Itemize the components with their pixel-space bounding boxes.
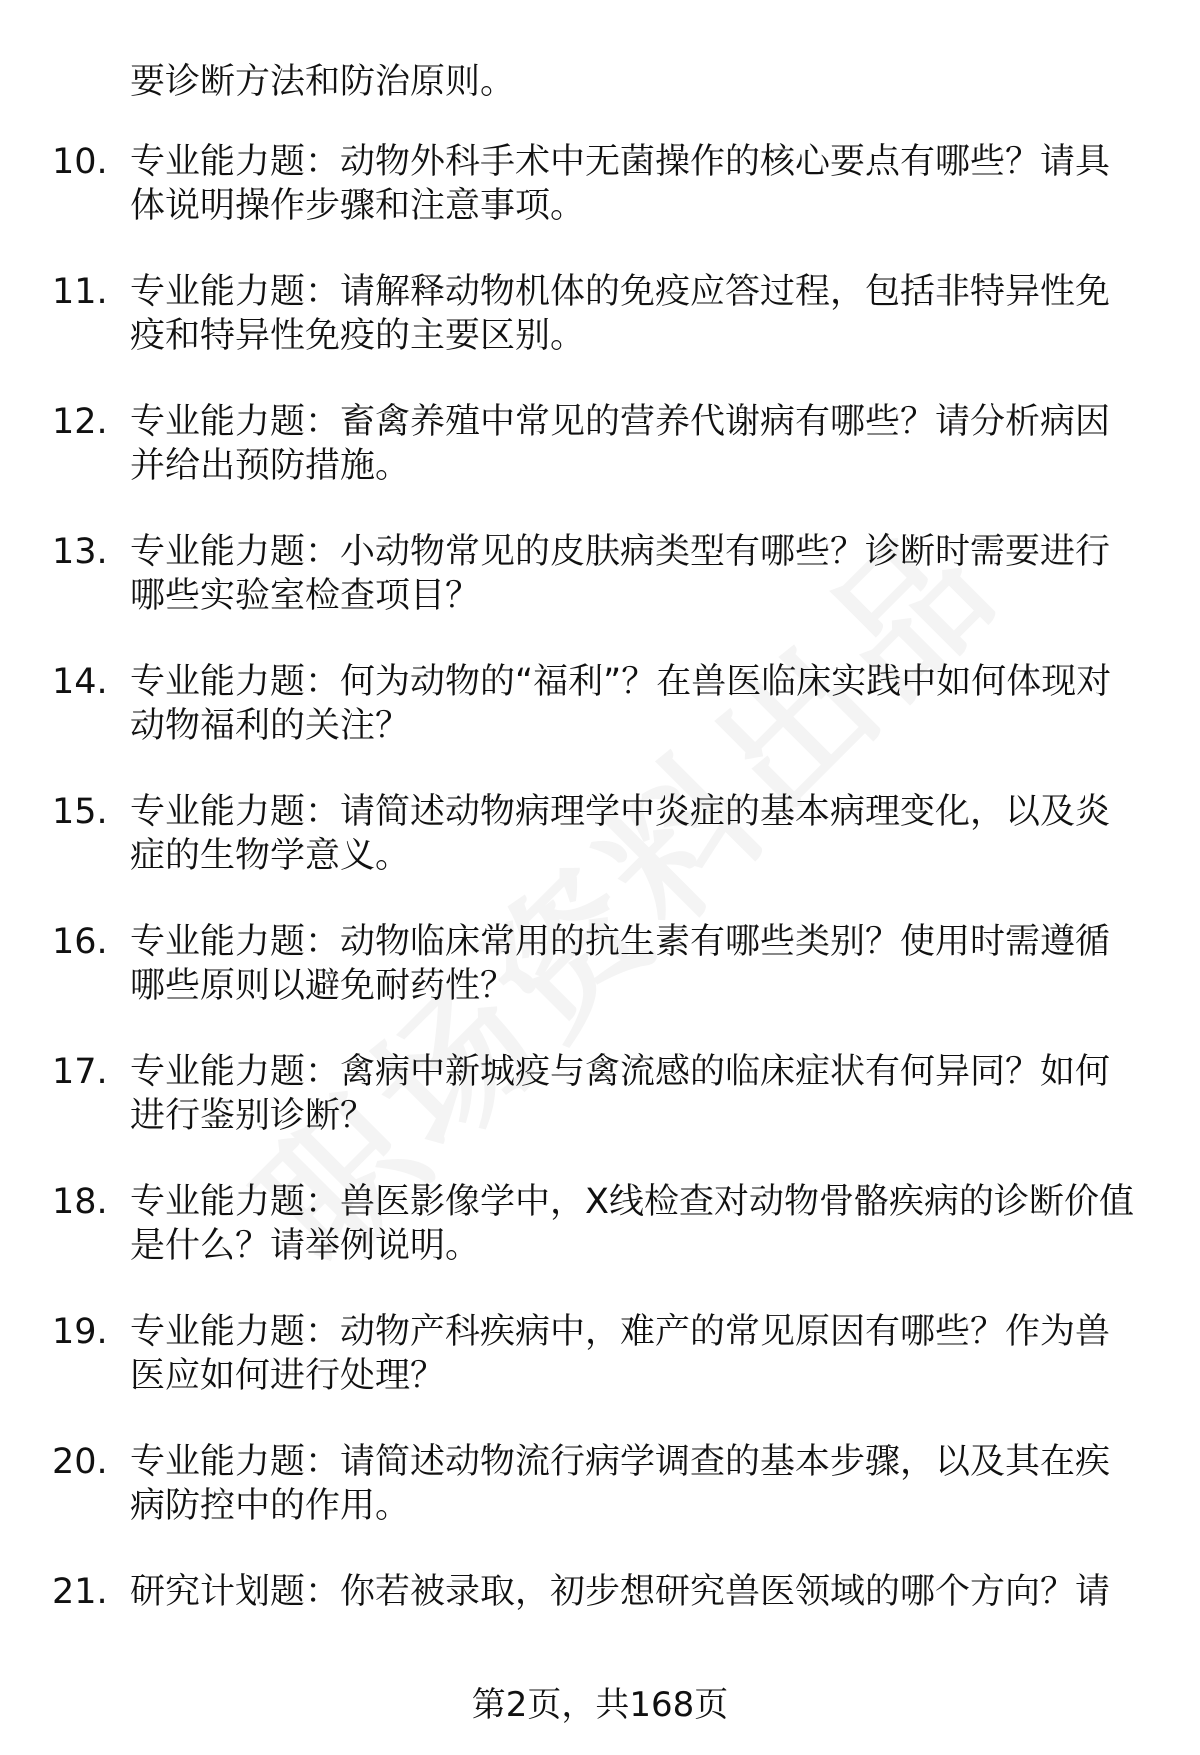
question-number: 18. — [52, 1182, 108, 1222]
question-item — [0, 1570, 1200, 1614]
question-item — [0, 140, 1200, 228]
question-item — [0, 920, 1200, 1008]
question-number: 21. — [52, 1572, 108, 1612]
question-number: 12. — [52, 402, 108, 442]
question-number: 13. — [52, 532, 108, 572]
question-number: 19. — [52, 1312, 108, 1352]
question-text: 专业能力题：小动物常见的皮肤病类型有哪些？诊断时需要进行哪些实验室检查项目？ — [130, 532, 1111, 616]
question-text: 专业能力题：请简述动物病理学中炎症的基本病理变化，以及炎症的生物学意义。 — [130, 792, 1111, 876]
question-text: 专业能力题：兽医影像学中，X线检查对动物骨骼疾病的诊断价值是什么？请举例说明。 — [130, 1182, 1134, 1266]
question-number: 15. — [52, 792, 108, 832]
page-footer: 第2页，共168页 — [471, 1685, 729, 1725]
question-item — [0, 400, 1200, 488]
question-text: 专业能力题：何为动物的“福利”？在兽医临床实践中如何体现对动物福利的关注？ — [130, 662, 1112, 746]
question-item — [0, 1180, 1200, 1268]
question-text: 研究计划题：你若被录取，初步想研究兽医领域的哪个方向？请 — [130, 1572, 1111, 1612]
question-item — [0, 270, 1200, 358]
question-text: 专业能力题：动物外科手术中无菌操作的核心要点有哪些？请具体说明操作步骤和注意事项。 — [130, 142, 1111, 226]
question-text: 专业能力题：禽病中新城疫与禽流感的临床症状有何异同？如何进行鉴别诊断？ — [130, 1052, 1111, 1136]
question-number: 20. — [52, 1442, 108, 1482]
question-item — [0, 660, 1200, 748]
question-text: 专业能力题：动物产科疾病中，难产的常见原因有哪些？作为兽医应如何进行处理？ — [130, 1312, 1111, 1396]
question-number: 17. — [52, 1052, 108, 1092]
question-list — [0, 140, 1200, 1656]
question-number: 10. — [52, 142, 108, 182]
question-number: 11. — [52, 272, 108, 312]
question-text: 专业能力题：畜禽养殖中常见的营养代谢病有哪些？请分析病因并给出预防措施。 — [130, 402, 1111, 486]
question-item — [0, 1310, 1200, 1398]
question-item — [0, 1440, 1200, 1528]
question-item — [0, 530, 1200, 618]
question-text: 专业能力题：请解释动物机体的免疫应答过程，包括非特异性免疫和特异性免疫的主要区别。 — [130, 272, 1111, 356]
question-number: 16. — [52, 922, 108, 962]
question-item — [0, 790, 1200, 878]
continued-question-text: 要诊断方法和防治原则。 — [130, 62, 516, 102]
question-item — [0, 1050, 1200, 1138]
question-text: 专业能力题：请简述动物流行病学调查的基本步骤，以及其在疾病防控中的作用。 — [130, 1442, 1111, 1526]
question-text: 专业能力题：动物临床常用的抗生素有哪些类别？使用时需遵循哪些原则以避免耐药性？ — [130, 922, 1111, 1006]
question-number: 14. — [52, 662, 108, 702]
